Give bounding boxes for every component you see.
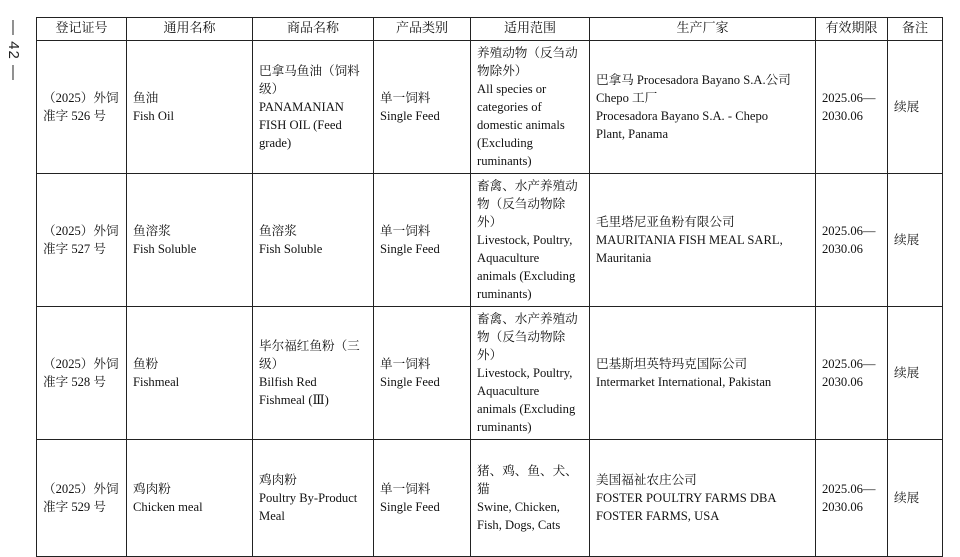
cell-scope-line: domestic animals [477, 118, 565, 132]
cell-scope-line: 畜禽、水产养殖动 [477, 179, 578, 193]
cell-manufacturer-line: 毛里塔尼亚鱼粉有限公司 [596, 215, 735, 229]
cell-trade-name-line: Fish Soluble [259, 242, 323, 256]
table-body [37, 41, 943, 557]
cell-validity-line: 2030.06 [822, 242, 863, 256]
cell-manufacturer-line: 巴基斯坦英特玛克国际公司 [596, 357, 748, 371]
cell-reg-no [37, 307, 127, 440]
cell-category-line: 单一饲料 [380, 91, 431, 105]
cell-reg-no-line: （2025）外饲 [43, 357, 119, 371]
cell-generic-name-line: 鱼粉 [133, 357, 159, 371]
cell-reg-no-line: （2025）外饲 [43, 224, 119, 238]
cell-reg-no-line: （2025）外饲 [43, 91, 119, 105]
cell-category-line: Single Feed [380, 500, 440, 514]
cell-reg-no-line: 准字 527 号 [43, 242, 106, 256]
header-manufacturer: 生产厂家 [590, 18, 816, 41]
cell-scope [471, 41, 590, 174]
page-number [3, 20, 25, 80]
cell-scope-line: ruminants) [477, 287, 532, 301]
cell-scope-line: 外） [477, 348, 503, 362]
cell-category [374, 307, 471, 440]
cell-validity-line: 2030.06 [822, 109, 863, 123]
cell-generic-name-line: 鸡肉粉 [133, 482, 171, 496]
cell-manufacturer-line: 巴拿马 Procesadora Bayano S.A.公司 [596, 73, 791, 87]
cell-manufacturer-line: 美国福祉农庄公司 [596, 473, 697, 487]
cell-trade-name [253, 174, 374, 307]
cell-scope-line: 猫 [477, 482, 490, 496]
cell-reg-no-line: （2025）外饲 [43, 482, 119, 496]
cell-validity [816, 41, 888, 174]
table-row [37, 174, 943, 307]
cell-scope-line: ruminants) [477, 420, 532, 434]
cell-scope-line: Fish, Dogs, Cats [477, 518, 561, 532]
cell-category-line: Single Feed [380, 109, 440, 123]
cell-scope [471, 440, 590, 557]
cell-scope-line: Swine, Chicken, [477, 500, 560, 514]
cell-trade-name-line: 鱼溶浆 [259, 224, 297, 238]
cell-reg-no-line: 准字 528 号 [43, 375, 106, 389]
cell-trade-name-line: 鸡肉粉 [259, 473, 297, 487]
cell-trade-name-line: 巴拿马鱼油（饲料 [259, 64, 360, 78]
cell-manufacturer [590, 307, 816, 440]
cell-remark: 续展 [888, 307, 943, 440]
cell-manufacturer-line: Intermarket International, Pakistan [596, 375, 772, 389]
cell-scope-line: (Excluding [477, 136, 533, 150]
cell-category [374, 41, 471, 174]
cell-manufacturer-line: Mauritania [596, 251, 652, 265]
cell-scope-line: 畜禽、水产养殖动 [477, 312, 578, 326]
cell-validity-line: 2025.06— [822, 224, 876, 238]
cell-generic-name [127, 440, 253, 557]
cell-remark: 续展 [888, 440, 943, 557]
cell-manufacturer [590, 174, 816, 307]
cell-trade-name-line: grade) [259, 136, 292, 150]
cell-scope-line: Aquaculture [477, 251, 540, 265]
cell-scope-line: 物（反刍动物除 [477, 197, 566, 211]
cell-scope-line: animals (Excluding [477, 269, 576, 283]
cell-generic-name-line: Fish Oil [133, 109, 174, 123]
cell-validity-line: 2025.06— [822, 357, 876, 371]
cell-generic-name-line: Fishmeal [133, 375, 180, 389]
header-validity: 有效期限 [816, 18, 888, 41]
cell-generic-name-line: 鱼溶浆 [133, 224, 171, 238]
cell-trade-name [253, 307, 374, 440]
cell-trade-name-line: Poultry By-Product [259, 491, 358, 505]
cell-scope-line: 猪、鸡、鱼、犬、 [477, 464, 578, 478]
cell-reg-no-line: 准字 529 号 [43, 500, 106, 514]
cell-scope-line: 外） [477, 215, 503, 229]
cell-scope-line: 养殖动物（反刍动 [477, 46, 578, 60]
cell-scope-line: 物除外） [477, 64, 528, 78]
cell-manufacturer-line: Procesadora Bayano S.A. - Chepo [596, 109, 769, 123]
cell-reg-no [37, 41, 127, 174]
cell-manufacturer-line: FOSTER FARMS, USA [596, 509, 720, 523]
cell-generic-name [127, 174, 253, 307]
cell-manufacturer [590, 41, 816, 174]
header-remark: 备注 [888, 18, 943, 41]
cell-scope [471, 174, 590, 307]
cell-scope-line: Livestock, Poultry, [477, 366, 573, 380]
header-scope: 适用范围 [471, 18, 590, 41]
cell-category-line: Single Feed [380, 242, 440, 256]
cell-category-line: 单一饲料 [380, 482, 431, 496]
cell-validity [816, 440, 888, 557]
cell-manufacturer-line: Plant, Panama [596, 127, 669, 141]
table-row [37, 41, 943, 174]
cell-generic-name [127, 41, 253, 174]
cell-category [374, 174, 471, 307]
cell-scope-line: Livestock, Poultry, [477, 233, 573, 247]
table-row [37, 307, 943, 440]
cell-remark: 续展 [888, 174, 943, 307]
cell-remark: 续展 [888, 41, 943, 174]
header-generic-name: 通用名称 [127, 18, 253, 41]
cell-trade-name-line: Bilfish Red [259, 375, 317, 389]
cell-scope-line: 物（反刍动物除 [477, 330, 566, 344]
cell-scope [471, 307, 590, 440]
header-category: 产品类别 [374, 18, 471, 41]
cell-validity-line: 2025.06— [822, 482, 876, 496]
cell-validity [816, 174, 888, 307]
cell-reg-no-line: 准字 526 号 [43, 109, 106, 123]
cell-trade-name-line: 毕尔福红鱼粉（三 [259, 339, 360, 353]
header-reg-no: 登记证号 [37, 18, 127, 41]
cell-scope-line: All species or [477, 82, 547, 96]
cell-manufacturer-line: FOSTER POULTRY FARMS DBA [596, 491, 777, 505]
cell-validity-line: 2030.06 [822, 500, 863, 514]
cell-category-line: 单一饲料 [380, 224, 431, 238]
cell-manufacturer [590, 440, 816, 557]
cell-manufacturer-line: MAURITANIA FISH MEAL SARL, [596, 233, 783, 247]
cell-generic-name-line: Fish Soluble [133, 242, 197, 256]
page-number-text: — 42 — [5, 19, 23, 81]
feed-registration-table [36, 17, 943, 557]
cell-trade-name [253, 440, 374, 557]
header-trade-name: 商品名称 [253, 18, 374, 41]
cell-trade-name-line: PANAMANIAN [259, 100, 344, 114]
cell-validity-line: 2025.06— [822, 91, 876, 105]
cell-manufacturer-line: Chepo 工厂 [596, 91, 658, 105]
table-header-row [37, 18, 943, 41]
cell-generic-name-line: 鱼油 [133, 91, 159, 105]
cell-validity [816, 307, 888, 440]
cell-scope-line: animals (Excluding [477, 402, 576, 416]
cell-reg-no [37, 174, 127, 307]
cell-scope-line: Aquaculture [477, 384, 540, 398]
cell-trade-name-line: Fishmeal (Ⅲ) [259, 393, 329, 407]
cell-trade-name-line: FISH OIL (Feed [259, 118, 342, 132]
cell-generic-name-line: Chicken meal [133, 500, 203, 514]
cell-validity-line: 2030.06 [822, 375, 863, 389]
cell-trade-name-line: 级） [259, 82, 285, 96]
table-row [37, 440, 943, 557]
cell-reg-no [37, 440, 127, 557]
cell-scope-line: ruminants) [477, 154, 532, 168]
cell-scope-line: categories of [477, 100, 542, 114]
cell-trade-name-line: Meal [259, 509, 285, 523]
cell-trade-name [253, 41, 374, 174]
cell-category [374, 440, 471, 557]
cell-category-line: Single Feed [380, 375, 440, 389]
cell-generic-name [127, 307, 253, 440]
cell-trade-name-line: 级） [259, 357, 285, 371]
cell-category-line: 单一饲料 [380, 357, 431, 371]
